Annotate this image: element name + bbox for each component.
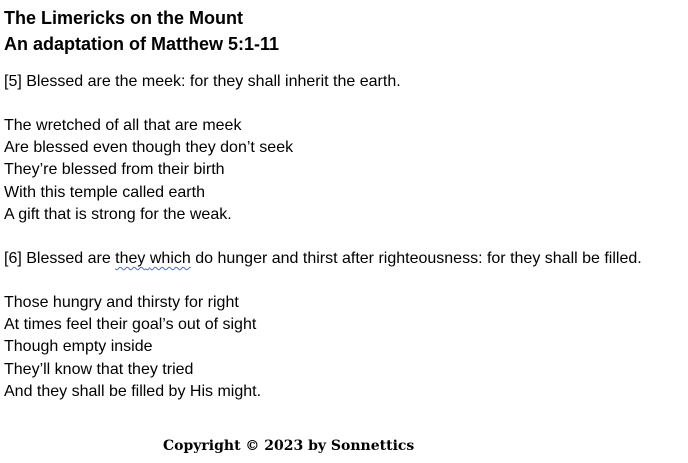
verse-6-end: do hunger and thirst after righteousness: for they shall be filled. [190,250,642,268]
document-body [4,5,684,403]
limerick-stanza-1 [4,115,684,226]
spacer [4,270,684,292]
document-title: The Limericks on the Mount [4,8,244,28]
spellcheck-flagged-word[interactable]: they [115,250,146,268]
stanza-line: A gift that is strong for the weak. [4,205,232,223]
spellcheck-flagged-word[interactable]: which [149,250,191,268]
stanza-line: At times feel their goal’s out of sight [4,316,257,334]
verse-6-start: [6] Blessed are [4,250,116,268]
stanza-line: And they shall be filled by His might. [4,382,262,400]
stanza-line: They’ll know that they tried [4,360,194,378]
spacer [4,93,684,115]
document-subtitle: An adaptation of Matthew 5:1-11 [4,34,280,54]
stanza-line: They’re blessed from their birth [4,161,225,179]
limerick-stanza-2 [4,292,684,403]
stanza-line: Those hungry and thirsty for right [4,294,239,312]
stanza-line: With this temple called earth [4,183,205,201]
stanza-line: Though empty inside [4,338,153,356]
stanza-line: Are blessed even though they don’t seek [4,139,294,157]
spacer [4,57,684,71]
spacer [4,226,684,248]
verse-5: [5] Blessed are the meek: for they shall inherit the earth. [4,73,401,90]
copyright-notice: Copyright © 2023 by Sonnettics [163,438,415,454]
stanza-line: The wretched of all that are meek [4,117,242,134]
verse-6 [4,248,684,270]
